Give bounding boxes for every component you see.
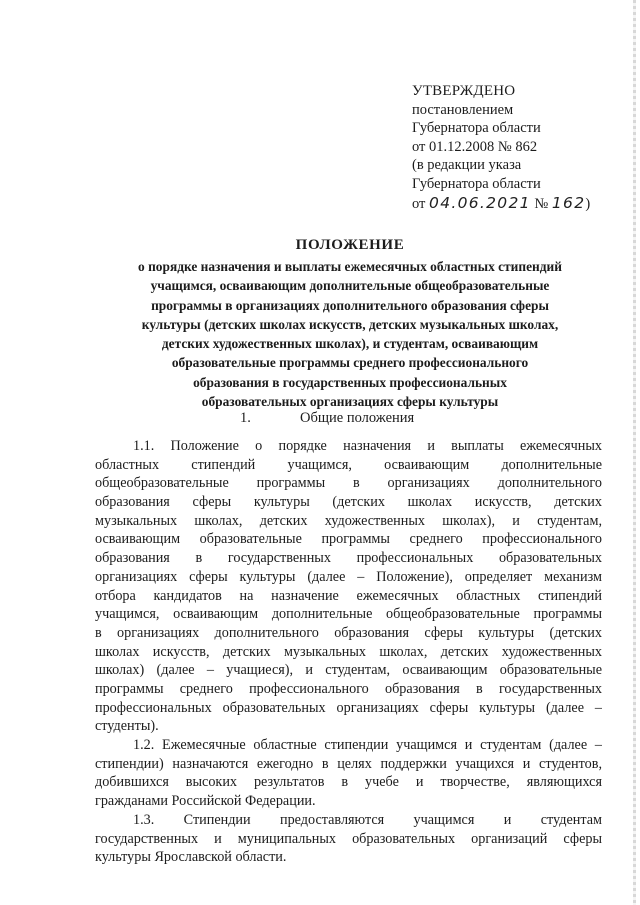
- title-line: образовательные программы среднего профессионального: [171, 355, 529, 371]
- approval-line: Губернатора области: [412, 120, 541, 137]
- text-line: 1.3. Стипендии предоставляются учащимся и студентам: [133, 812, 602, 828]
- text-line: общеобразовательные программы в организациях дополнительного: [95, 475, 602, 492]
- text-line: студенты).: [95, 718, 159, 735]
- section-heading: [240, 409, 414, 428]
- section-number: 1.: [240, 410, 251, 426]
- text-line: добившихся высоких результатов в учебе и творчестве, являющихся: [95, 774, 602, 791]
- text-line: школах) (далее – учащиеся), и студентам, осваивающим образовательные: [95, 662, 602, 679]
- title-line: о порядке назначения и выплаты ежемесячных областных стипендий: [138, 259, 562, 274]
- text-line: школах искусств, детских музыкальных школах, детских художественных: [95, 643, 602, 660]
- handwritten-date: 04.06.2021: [429, 193, 531, 212]
- paragraph-1-1: [95, 437, 602, 736]
- title-line: детских художественных школах), и студентам, осваивающим: [161, 336, 539, 352]
- title-line: образования в государственных профессиональных: [193, 374, 507, 390]
- text-line: образования сферы культуры (детских школах искусств, детских: [95, 494, 602, 511]
- approval-prefix: от: [412, 195, 426, 212]
- text-line: организациях сферы культуры (далее – Положение), определяет механизм: [95, 568, 602, 585]
- title-line: образовательных организациях сферы культуры: [201, 394, 499, 410]
- handwritten-number: 162: [551, 193, 586, 212]
- approval-heading: УТВЕРЖДЕНО: [412, 83, 516, 99]
- approval-line: от 01.12.2008 № 862: [412, 138, 538, 155]
- text-line: учащимся, осваивающим дополнительные общеобразовательные программы: [95, 606, 602, 623]
- text-line: профессиональных образовательных организациях сферы культуры (далее –: [95, 699, 602, 716]
- text-line: культуры Ярославской области.: [95, 849, 287, 866]
- text-line: 1.2. Ежемесячные областные стипендии учащимся и студентам (далее –: [133, 737, 602, 753]
- text-line: отбора кандидатов на назначение ежемесячных областных стипендий: [95, 587, 602, 604]
- approval-date-line: [412, 194, 622, 214]
- approval-line: Губернатора области: [412, 175, 541, 192]
- text-line: музыкальных школах, детских художественных школах), и студентам,: [95, 512, 602, 529]
- text-line: программы среднего профессионального образования в государственных: [95, 680, 602, 697]
- paragraph-1-2: [95, 736, 602, 811]
- paragraph-1-3: [95, 811, 602, 867]
- text-line: 1.1. Положение о порядке назначения и выплаты ежемесячных: [133, 438, 602, 454]
- approval-line: постановлением: [412, 101, 514, 118]
- title-line: учащимся, осваивающим дополнительные общеобразовательные: [150, 278, 550, 294]
- number-sign: №: [534, 195, 549, 212]
- approval-stamp: [412, 82, 622, 213]
- title-line: культуры (детских школах искусств, детских музыкальных школах,: [141, 316, 559, 332]
- document-title: [95, 236, 605, 411]
- text-line: государственных и муниципальных образовательных организаций сферы: [95, 830, 602, 847]
- text-line: областных стипендий учащимся, осваивающим дополнительные: [95, 456, 602, 473]
- text-line: в организациях дополнительного образования сферы культуры (детских: [95, 624, 602, 641]
- text-line: образования в государственных профессиональных образовательных: [95, 550, 602, 567]
- section-title: Общие положения: [300, 410, 415, 426]
- approval-line: (в редакции указа: [412, 157, 522, 174]
- text-line: гражданами Российской Федерации.: [95, 793, 316, 810]
- text-line: стипендии) назначаются ежегодно в целях поддержки учащихся и студентов,: [95, 755, 602, 772]
- scan-edge: [633, 0, 636, 905]
- title-line: программы в организациях дополнительного образования сферы: [151, 297, 549, 313]
- close-paren: ): [585, 195, 591, 212]
- text-line: осваивающим образовательные программы среднего профессионального: [95, 531, 602, 548]
- title-heading: ПОЛОЖЕНИЕ: [295, 237, 405, 253]
